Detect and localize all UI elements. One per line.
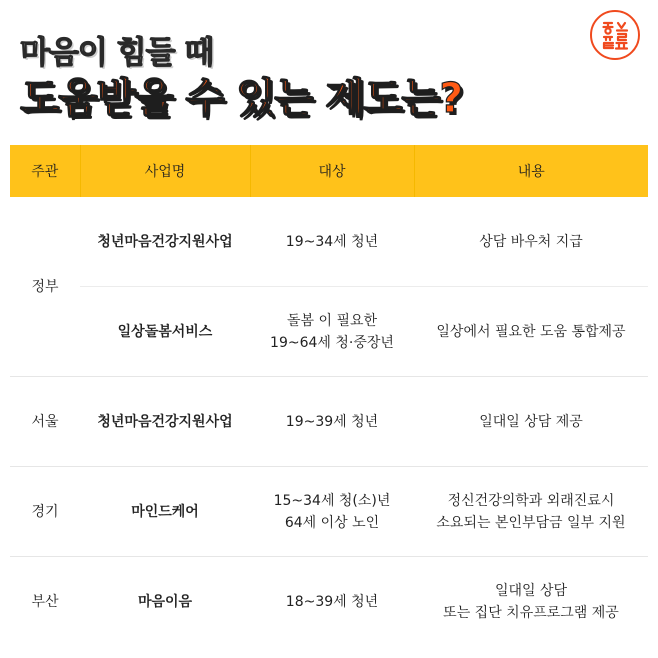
target-cell bbox=[250, 557, 414, 647]
content-line: 또는 집단 치유프로그램 제공 bbox=[443, 604, 619, 621]
content-cell bbox=[414, 197, 648, 287]
content-line: 상담 바우처 지급 bbox=[479, 233, 583, 250]
content-line: 일상에서 필요한 도움 통합제공 bbox=[436, 323, 626, 340]
content-line: 일대일 상담 bbox=[494, 582, 568, 599]
target-cell bbox=[250, 467, 414, 557]
target-line: 18~39세 청년 bbox=[285, 593, 379, 610]
org-cell: 경기 bbox=[10, 467, 80, 557]
header-name: 사업명 bbox=[80, 145, 250, 197]
header-org: 주관 bbox=[10, 145, 80, 197]
org-cell: 서울 bbox=[10, 377, 80, 467]
content-cell bbox=[414, 377, 648, 467]
program-name: 마음이음 bbox=[80, 557, 250, 647]
header-content: 내용 bbox=[414, 145, 648, 197]
table-header-row bbox=[10, 145, 648, 197]
program-table bbox=[10, 145, 648, 646]
content-cell bbox=[414, 287, 648, 377]
circle-logo-icon bbox=[592, 12, 638, 58]
org-cell: 부산 bbox=[10, 557, 80, 647]
target-cell bbox=[250, 197, 414, 287]
target-cell bbox=[250, 377, 414, 467]
target-line: 19~64세 청·중장년 bbox=[270, 334, 394, 351]
target-line: 19~34세 청년 bbox=[285, 233, 379, 250]
page-title bbox=[20, 34, 462, 122]
content-cell bbox=[414, 467, 648, 557]
content-line: 소요되는 본인부담금 일부 지원 bbox=[436, 514, 626, 531]
content-line: 일대일 상담 제공 bbox=[479, 413, 583, 430]
header-target: 대상 bbox=[250, 145, 414, 197]
title-line-2: 도움받을 수 있는 제도는? bbox=[20, 74, 462, 122]
target-line: 64세 이상 노인 bbox=[284, 514, 380, 531]
table-row bbox=[10, 197, 648, 287]
title-line-1: 마음이 힘들 때 bbox=[20, 35, 214, 71]
table-row bbox=[10, 377, 648, 467]
program-name: 마인드케어 bbox=[80, 467, 250, 557]
content-cell bbox=[414, 557, 648, 647]
target-line: 돌봄 이 필요한 bbox=[286, 312, 378, 329]
target-line: 19~39세 청년 bbox=[285, 413, 379, 430]
target-cell bbox=[250, 287, 414, 377]
target-line: 15~34세 청(소)년 bbox=[273, 492, 391, 509]
table-row bbox=[10, 557, 648, 647]
table-row bbox=[10, 467, 648, 557]
program-name: 청년마음건강지원사업 bbox=[80, 377, 250, 467]
table-row bbox=[10, 287, 648, 377]
program-name: 청년마음건강지원사업 bbox=[97, 233, 233, 250]
org-cell: 정부 bbox=[31, 278, 59, 295]
brand-logo bbox=[590, 10, 640, 60]
program-name: 일상돌봄서비스 bbox=[80, 287, 250, 377]
content-line: 정신건강의학과 외래진료시 bbox=[447, 492, 615, 509]
